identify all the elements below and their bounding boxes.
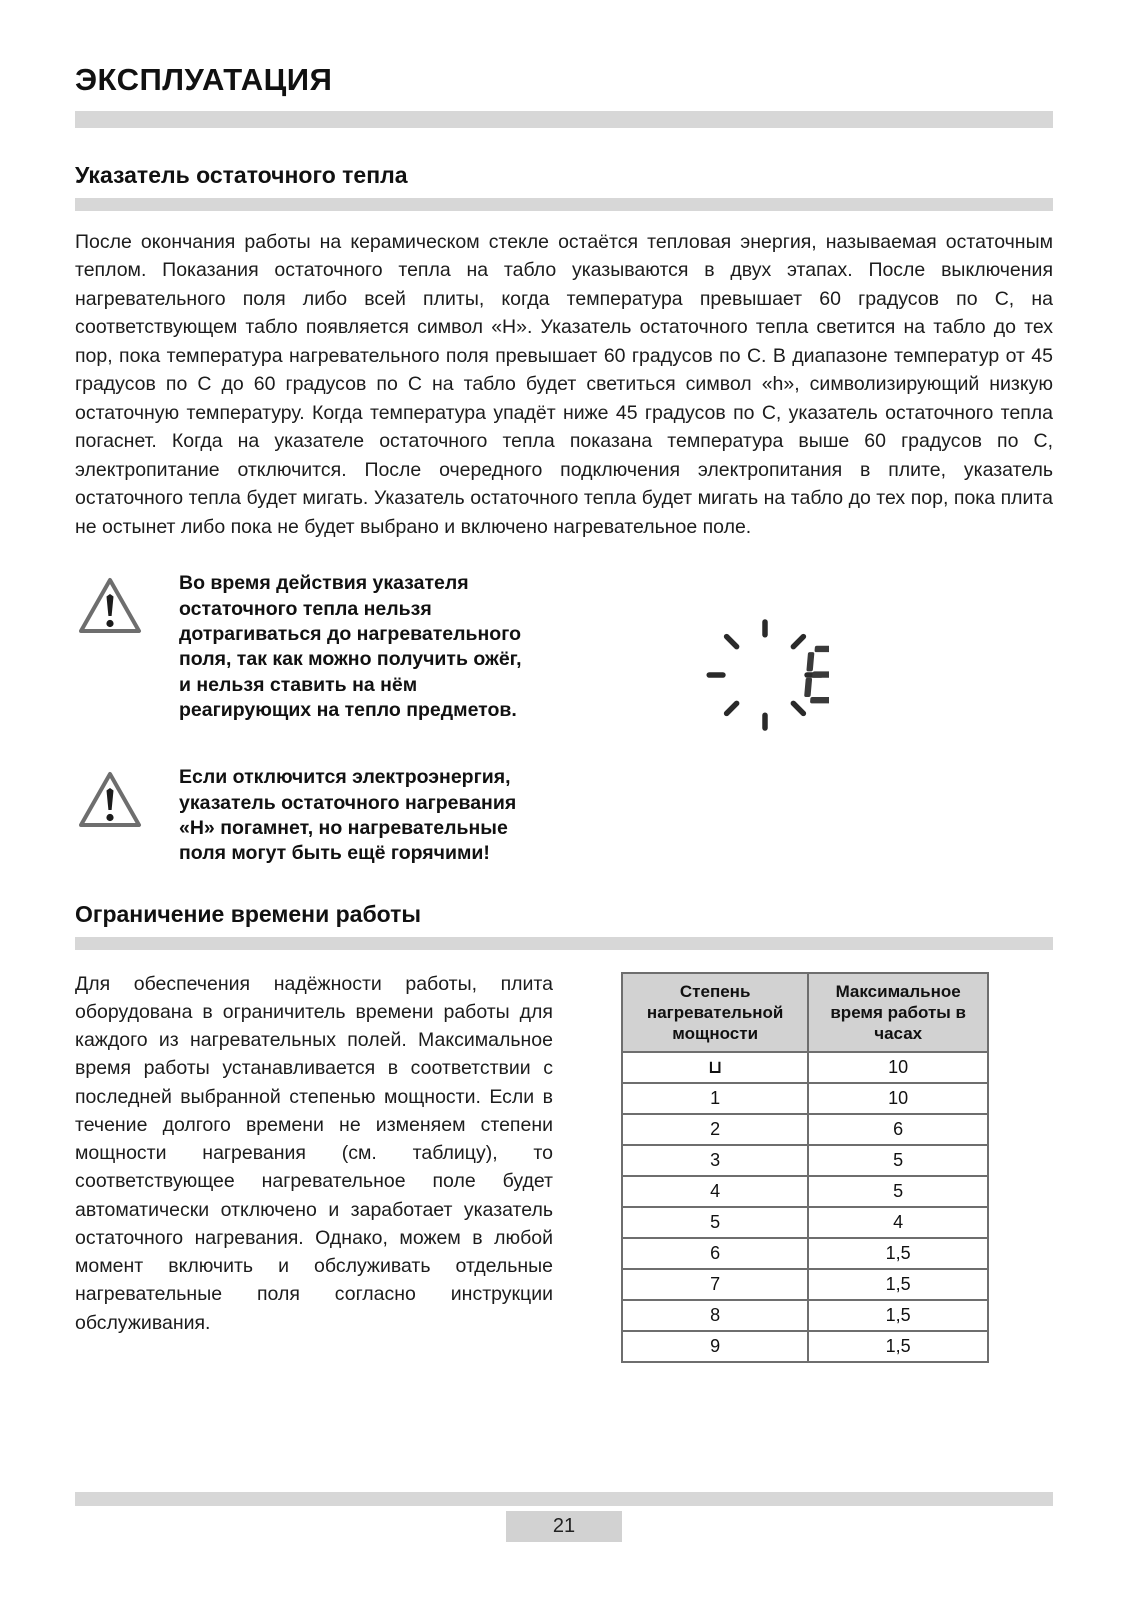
section-divider-bar	[75, 198, 1053, 211]
max-time-cell: 1,5	[808, 1331, 988, 1362]
table-row	[622, 1331, 988, 1362]
max-time-cell: 4	[808, 1207, 988, 1238]
warning-triangle-icon	[77, 769, 143, 831]
table-row	[622, 1176, 988, 1207]
power-level-cell: 4	[622, 1176, 808, 1207]
residual-heat-paragraph: После окончания работы на керамическом стекле остаётся тепловая энергия, называемая остаточным теплом. Показания остаточного тепла на табло указываются в двух этапах. После выключения нагревательного поля либо всей плиты, когда температура превышает 60 градусов по С, на соответствующем табло появляется символ «Н». Указатель остаточного тепла светится на табло до тех пор, пока температура нагревательного поля превышает 60 градусов по С. В диапазоне температур от 45 градусов по С до 60 градусов по С на табло будет светиться символ «h», символизирующий низкую остаточную температуру. Когда температура упадёт ниже 45 градусов по С, указатель остаточного тепла погаснет. Когда на указателе остаточного тепла показана температура выше 60 градусов по С, электропитание отключится. После очередного подключения электропитания в плите, указатель остаточного тепла будет мигать. Указатель остаточного тепла будет мигать на табло до тех пор, пока плита не остынет либо пока не будет выбрано и включено нагревательное поле.	[75, 231, 1053, 538]
table-row	[622, 1207, 988, 1238]
table-row	[622, 1145, 988, 1176]
power-level-cell: 6	[622, 1238, 808, 1269]
section-heading-time-limit: Ограничение времени работы	[75, 900, 422, 927]
col-header-max-time: Максимальное время работы в часах	[808, 973, 988, 1053]
table-row	[622, 1238, 988, 1269]
power-level-cell: ⊔	[622, 1052, 808, 1083]
warning-block-2	[75, 765, 1053, 866]
footer-divider-bar	[75, 1492, 1053, 1506]
time-limit-paragraph: Для обеспечения надёжности работы, плита оборудована в ограничитель времени работы для каждого из нагревательных полей. Максимальное время работы устанавливается в соответствии с последней выбранной степенью мощности. Если в течение долгого времени не изменяем степени мощности нагревания (см. таблицу), то соответствующее нагревательное поле будет автоматически отключено и заработает указатель остаточного нагревания. Однако, можем в любой момент включить и обслуживать отдельные нагревательные поля согласно инструкции обслуживания.	[75, 972, 553, 1334]
max-time-cell: 1,5	[808, 1300, 988, 1331]
page-number: 21	[506, 1511, 622, 1542]
page-title: ЭКСПЛУАТАЦИЯ	[75, 62, 333, 97]
power-level-cell: 8	[622, 1300, 808, 1331]
warning-text-1: Во время действия указателя остаточного тепла нельзя дотрагиваться до нагревательного поля, так как можно получить ожёг, и нельзя ставить на нём реагирующих на тепло предметов.	[179, 572, 522, 721]
residual-heat-display	[537, 571, 1053, 739]
section-divider-bar	[75, 937, 1053, 950]
table-row	[622, 1269, 988, 1300]
table-header-row	[622, 973, 988, 1053]
warning-triangle-icon	[77, 575, 143, 637]
max-time-cell: 5	[808, 1176, 988, 1207]
col-header-power-level: Степень нагревательной мощности	[622, 973, 808, 1053]
power-level-cell: 9	[622, 1331, 808, 1362]
max-time-cell: 10	[808, 1083, 988, 1114]
max-time-cell: 1,5	[808, 1238, 988, 1269]
max-time-cell: 1,5	[808, 1269, 988, 1300]
power-level-cell: 3	[622, 1145, 808, 1176]
power-level-cell: 2	[622, 1114, 808, 1145]
title-divider-bar	[75, 111, 1053, 128]
power-level-cell: 5	[622, 1207, 808, 1238]
time-limit-table	[621, 972, 989, 1364]
power-level-cell: 1	[622, 1083, 808, 1114]
table-row	[622, 1083, 988, 1114]
section-heading-residual-heat: Указатель остаточного тепла	[75, 162, 408, 188]
warning-text-2: Если отключится электроэнергия, указатель остаточного нагревания «Н» погамнет, но нагревательные поля могут быть ещё горячими!	[179, 766, 517, 865]
warning-block-1	[75, 571, 1053, 739]
time-limit-section	[75, 970, 1053, 1364]
warning-icon	[75, 765, 145, 836]
table-row	[622, 1300, 988, 1331]
blinking-display-icon	[701, 611, 829, 739]
max-time-cell: 6	[808, 1114, 988, 1145]
max-time-cell: 10	[808, 1052, 988, 1083]
table-row	[622, 1114, 988, 1145]
power-level-cell: 7	[622, 1269, 808, 1300]
warning-icon	[75, 571, 145, 642]
table-row	[622, 1052, 988, 1083]
time-limit-table-wrap	[621, 970, 989, 1364]
max-time-cell: 5	[808, 1145, 988, 1176]
